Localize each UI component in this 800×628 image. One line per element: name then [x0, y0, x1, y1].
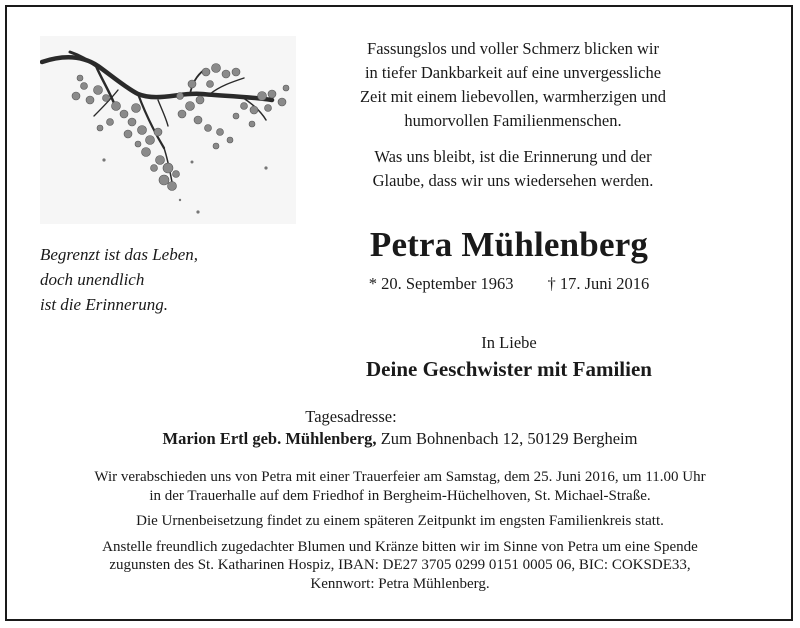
mourners-names: Deine Geschwister mit Familien — [366, 357, 652, 381]
address-line — [0, 428, 800, 450]
intro-paragraph-2: Was uns bleibt, ist die Erinnerung und der Glaube, dass wir uns wiedersehen werden. — [372, 147, 654, 190]
blossom-branch-icon — [40, 36, 296, 224]
urn-paragraph: Die Urnenbeisetzung findet zu einem späteren Zeitpunkt im engsten Familienkreis statt. — [136, 513, 664, 529]
ceremony-info — [20, 468, 780, 593]
quote-line: Begrenzt ist das Leben, — [40, 245, 199, 264]
donation-paragraph: Anstelle freundlich zugedachter Blumen und Kränze bitten wir im Sinne von Petra um eine Spende zugunsten des St. Katharinen Hospiz, IBAN: DE27 3705 0299 0151 0005 06, BIC: COKSDE33, Kennwort: Petra Mühlenberg. — [102, 538, 698, 592]
death-date: † 17. Juni 2016 — [547, 274, 650, 293]
blossom-branch-illustration — [40, 36, 296, 224]
address-contact: Marion Ertl geb. Mühlenberg, — [162, 429, 377, 448]
address-label: Tagesadresse: — [305, 407, 397, 426]
birth-date: * 20. September 1963 — [368, 274, 514, 293]
ceremony-paragraph: Wir verabschieden uns von Petra mit einer Trauerfeier am Samstag, dem 25. Juni 2016, um 11.00 Uhr in der Trauerhalle auf dem Friedhof in Bergheim-Hüchelhoven, St. Michael-Straße. — [94, 469, 706, 504]
intro-paragraph-1: Fassungslos und voller Schmerz blicken wir in tiefer Dankbarkeit auf eine unvergessliche Zeit mit einem liebevollen, warmherzigen und humorvollen Familienmenschen. — [359, 39, 667, 130]
mourners-intro: In Liebe — [481, 333, 537, 352]
deceased-name: Petra Mühlenberg — [369, 225, 649, 264]
life-dates — [300, 273, 718, 295]
memorial-quote — [40, 242, 300, 317]
quote-line: ist die Erinnerung. — [40, 295, 168, 314]
intro-text — [316, 37, 710, 193]
quote-line: doch unendlich — [40, 270, 145, 289]
condolence-address — [0, 406, 800, 450]
address-street: Zum Bohnenbach 12, 50129 Bergheim — [380, 429, 638, 448]
